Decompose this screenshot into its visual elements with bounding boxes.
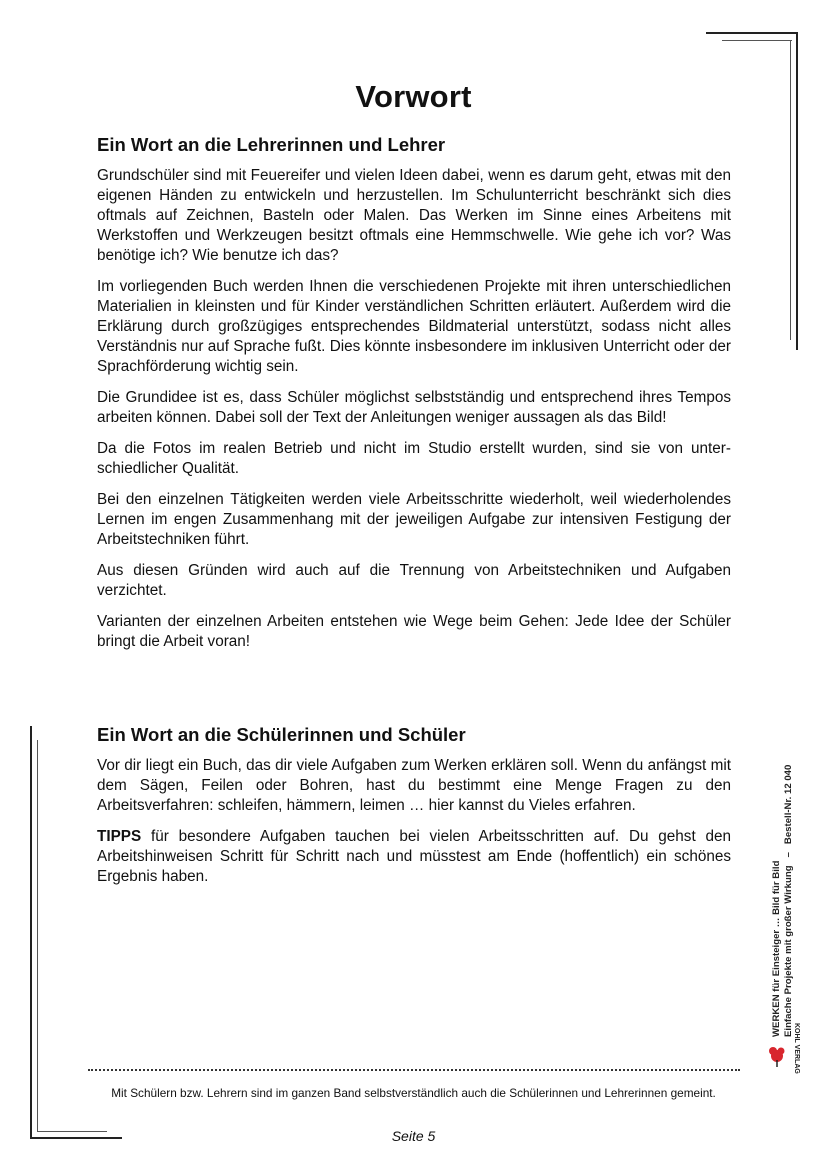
frame-top-right-horizontal <box>706 32 798 34</box>
section-heading-teachers: Ein Wort an die Lehrerinnen und Lehrer <box>97 134 446 155</box>
paragraph: Vor dir liegt ein Buch, das dir viele Aufgaben zum Werken erklären soll. Wenn du anfängst mit dem Sägen, Feilen oder Bohren, hast du bestimmt eine Menge Fragen zu den Arbeitsverfahren: schleifen, hämmern, leimen … hier kannst du Vieles erfahren. <box>97 757 731 814</box>
frame-top-right-horizontal-inner <box>722 40 792 41</box>
paragraph: Aus diesen Gründen wird auch auf die Trennung von Arbeitstechniken und Aufgaben verzichtet. <box>97 562 731 599</box>
footnote-divider <box>88 1069 740 1071</box>
paragraph: Varianten der einzelnen Arbeiten entstehen wie Wege beim Gehen: Jede Idee der Schüler bringt die Arbeit voran! <box>97 613 731 650</box>
publisher-logo-text: KOHL VERLAG <box>793 1023 800 1074</box>
paragraph: Die Grundidee ist es, dass Schüler möglichst selbstständig und entsprechend ihres Tempos arbeiten können. Dabei soll der Text der Anleitungen weniger aussagen als das Bild! <box>97 389 731 426</box>
section-students <box>97 724 731 898</box>
sidebar-line-2: Einfache Projekte mit großer Wirkung – Bestell-Nr. 12 040 <box>783 764 794 1037</box>
publisher-logo-icon <box>768 1022 800 1074</box>
frame-bottom-left-vertical <box>30 726 32 1139</box>
section-teachers <box>97 134 731 663</box>
page-number: Seite 5 <box>391 1128 436 1144</box>
sidebar-book-info <box>771 717 803 1037</box>
paragraph-tipps <box>97 827 731 887</box>
page-title: Vorwort <box>355 78 472 114</box>
paragraph: Bei den einzelnen Tätigkeiten werden viele Arbeitsschritte wiederholt, weil wiederholendes Lernen im engen Zusammenhang mit der jeweiligen Aufgabe zur intensiven Festigung der Arbeitstechniken führt. <box>97 491 731 548</box>
paragraph: Grundschüler sind mit Feuereifer und vielen Ideen dabei, wenn es darum geht, etwas mit den eigenen Händen zu entwickeln und herzustellen. Im Schulunterricht beschränkt sich dies oftmals auf Zeichnen, Basteln oder Malen. Das Werken im Sinne eines Arbeitens mit Werkstoffen und Werkzeugen besitzt oftmals eine Hemmschwelle. Wie gehe ich vor? Was benötige ich? Wie benutze ich das? <box>97 167 731 264</box>
tipps-label: TIPPS <box>97 828 142 845</box>
paragraph: Im vorliegenden Buch werden Ihnen die verschiedenen Projekte mit ihren unterschiedlichen Materialien in kleinsten und für Kinder verständlichen Schritten erläutert. Außerdem wird die Erklärung durch großzügiges entsprechendes Bildmaterial unterstützt, sodass nicht alles Verständnis nur auf Sprache fußt. Dies könnte insbesondere im inklusiven Unterricht oder der Sprachförderung wichtig sein. <box>97 278 731 375</box>
tipps-text: für besondere Aufgaben tauchen bei vielen Arbeitsschritten auf. Du gehst den Arbeitshinweisen Schritt für Schritt nach und müsstest am Ende (hoffentlich) ein schönes Ergebnis haben. <box>97 828 731 885</box>
section-heading-students: Ein Wort an die Schülerinnen und Schüler <box>97 724 466 745</box>
paragraph: Da die Fotos im realen Betrieb und nicht im Studio erstellt wurden, sind sie von unterschiedlicher Qualität. <box>97 440 731 477</box>
footnote: Mit Schülern bzw. Lehrern sind im ganzen Band selbstverständlich auch die Schülerinnen und Lehrerinnen gemeint. <box>111 1086 716 1100</box>
sidebar-line-1: WERKEN für Einsteiger … Bild für Bild <box>771 860 782 1037</box>
frame-bottom-left-vertical-inner <box>37 740 38 1132</box>
